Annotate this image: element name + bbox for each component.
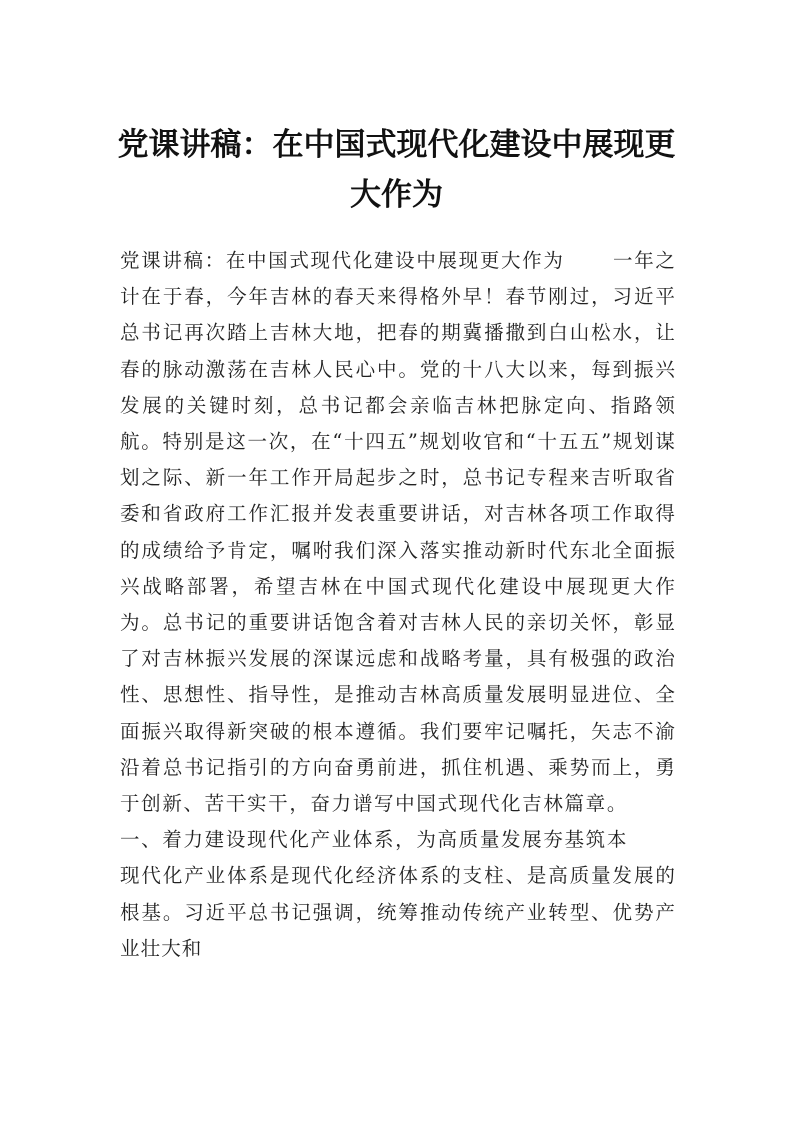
document-title: 党课讲稿：在中国式现代化建设中展现更大作为 — [117, 127, 676, 213]
paragraph-text-2: 现代化产业体系是现代化经济体系的支柱、是高质量发展的根基。习近平总书记强调，统筹推动传统产业转型、优势产业壮大和 — [120, 864, 676, 960]
paragraph-text: 一年之计在于春，今年吉林的春天来得格外早！春节刚过，习近平总书记再次踏上吉林大地，把春的期冀播撒到白山松水，让春的脉动激荡在吉林人民心中。党的十八大以来，每到振兴发展的关键时刻，总书记都会亲临吉林把脉定向、指路领航。特别是这一次，在“十四五”规划收官和“十五五”规划谋划之际、新一年工作开局起步之时，总书记专程来吉听取省委和省政府工作汇报并发表重要讲话，对吉林各项工作取得的成绩给予肯定，嘱咐我们深入落实推动新时代东北全面振兴战略部署，希望吉林在中国式现代化建设中展现更大作为。总书记的重要讲话饱含着对吉林人民的亲切关怀，彰显了对吉林振兴发展的深谋远虑和战略考量，具有极强的政治性、思想性、指导性，是推动吉林高质量发展明显进位、全面振兴取得新突破的根本遵循。我们要牢记嘱托，矢志不渝沿着总书记指引的方向奋勇前进，抓住机遇、乘势而上，勇于创新、苦干实干，奋力谱写中国式现代化吉林篇章。 — [120, 249, 676, 816]
intro-line: 党课讲稿：在中国式现代化建设中展现更大作为 — [120, 249, 565, 272]
document-body — [120, 243, 676, 967]
section-heading: 一、着力建设现代化产业体系，为高质量发展夯基筑本 — [120, 828, 628, 852]
